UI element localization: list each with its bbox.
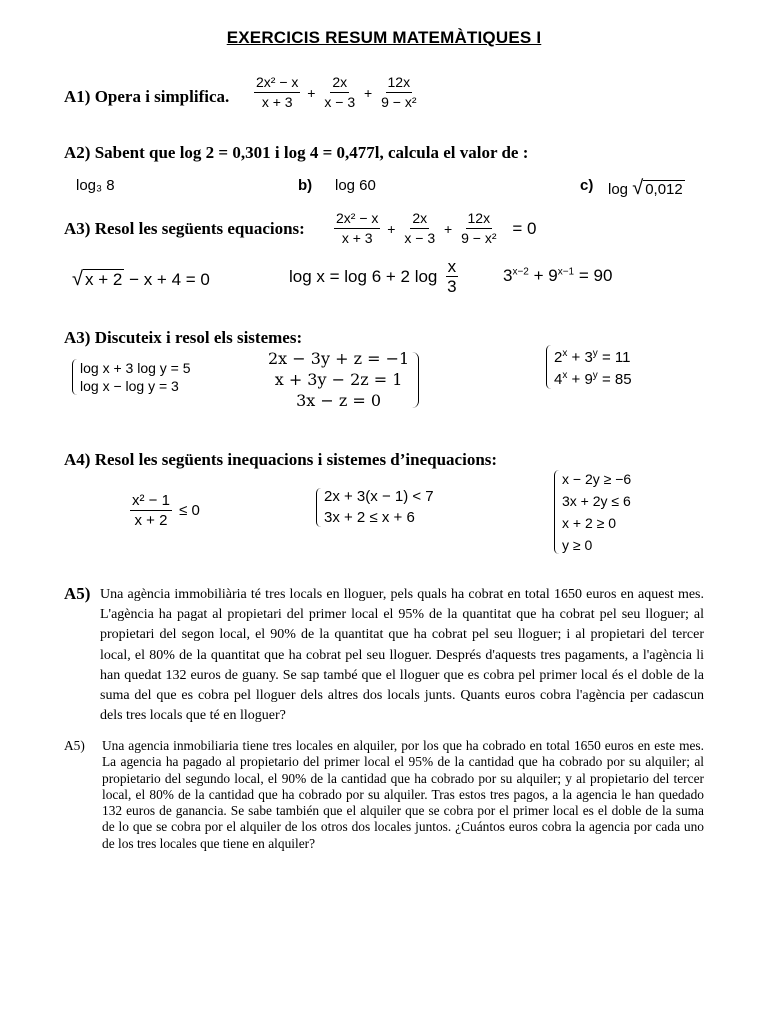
plus-sign: + — [387, 220, 396, 237]
a3-equations-label: A3) Resol les següents equacions: — [64, 219, 305, 238]
a2-item-a: log₃ 8 — [76, 177, 115, 194]
plus-sign: + — [444, 220, 453, 237]
a3-sqrt-equation — [72, 268, 210, 291]
a3-sys3-line2: $4^x + 9^y = 85$ — [554, 370, 632, 388]
a3-sys2-line: x + 3y − 2z = 1 — [274, 370, 403, 389]
a4-sys2-line: x − 2y ≥ −6 — [562, 471, 632, 487]
a3-rational-equation — [332, 210, 538, 247]
a4-sys2-line: y ≥ 0 — [562, 537, 593, 553]
a1-expression — [252, 74, 421, 111]
a3-eq2-num: x — [447, 257, 457, 276]
a3-eq2-left: log x = log 6 + 2 log — [289, 266, 438, 286]
a2-item-c-log: log — [608, 181, 629, 198]
a3-sys2-line: 2x − 3y + z = −1 — [268, 349, 410, 368]
a5-spanish-label: A5) — [64, 738, 85, 753]
a3-system-1 — [72, 359, 191, 395]
a3-system-2 — [268, 348, 419, 411]
a3-eq3-exp1: x−2 — [512, 266, 529, 278]
a3-systems-label: A3) Discuteix i resol els sistemes: — [64, 328, 303, 347]
a1-label: A1) Opera i simplifica. — [64, 87, 230, 106]
a4-ineq-den: x + 2 — [134, 512, 168, 529]
a2-item-b: log 60 — [335, 177, 376, 194]
a4-sys2-line: 3x + 2y ≤ 6 — [562, 493, 631, 509]
a3-sys3-line1: $2^x + 3^y = 11$ — [554, 348, 631, 366]
a3-eq1-rest: − x + 4 = 0 — [129, 270, 210, 289]
radical-sign: √ — [632, 177, 644, 199]
a3-exp-equation — [503, 266, 612, 286]
plus-sign: + — [307, 84, 316, 101]
right-brace — [412, 352, 419, 408]
a2-item-c-radicand: 0,012 — [645, 181, 683, 198]
a3-frac3-num: 12x — [466, 210, 493, 229]
a3-frac1-den: x + 3 — [341, 230, 373, 246]
a3-system-3 — [546, 345, 632, 389]
plus-sign: + — [364, 84, 373, 101]
a4-system-2 — [554, 470, 631, 554]
a3-frac2-num: 2x — [410, 210, 429, 229]
a4-sys1-line: 3x + 2 ≤ x + 6 — [324, 509, 415, 526]
a2-item-c-letter: c) — [580, 177, 594, 194]
left-brace — [554, 470, 559, 554]
a3-sys2-line: 3x − z = 0 — [296, 391, 382, 410]
a3-eq2-den: 3 — [447, 277, 457, 296]
a1-frac1-num: 2x² − x — [254, 74, 300, 93]
a3-eq3-rhs: = 90 — [578, 266, 613, 285]
a5-spanish-text: Una agencia inmobiliaria tiene tres locales en alquiler, por los que ha cobrado en total 1650 euros en este mes. La agencia ha pagado al propietario del primer local el 95% de la cantidad que ha cobrado por su alquiler; al propietario del segundo local, el 90% de la cantidad que ha cobrado por su alquiler; y al propietario del tercer local, el 80% de la cantidad que ha cobrado por su alquiler. Tras estos tres pagos, a la agencia le han quedado 132 euros de ganancia. Se sabe también que el alquiler que se cobra por el primer local es el doble de la suma de lo que se cobra por el alquiler de los otros dos locales juntos. ¿Cuántos euros cobra la agencia por cada uno de los tres locales que tiene en alquiler? — [102, 738, 704, 851]
left-brace — [546, 345, 551, 389]
a3-frac3-den: 9 − x² — [461, 230, 497, 246]
a2-label: A2) Sabent que log 2 = 0,301 i log 4 = 0,477l, calcula el valor de : — [64, 143, 529, 162]
radical-sign: √ — [72, 268, 83, 290]
a3-frac2-den: x − 3 — [404, 230, 436, 246]
a4-inequation — [128, 492, 201, 529]
left-brace — [316, 488, 321, 527]
a1-frac1-den: x + 3 — [261, 94, 293, 110]
a2-item-c — [608, 177, 685, 200]
a3-sys1-line: log x − log y = 3 — [80, 378, 179, 394]
a3-eq3-exp2: x−1 — [557, 266, 575, 278]
a3-rhs: = 0 — [512, 218, 537, 238]
a5-catalan-text: Una agència immobiliària té tres locals en lloguer, pels quals ha cobrat en total 1650 euros en aquest mes. L'agència ha pagat al propietari del primer local el 95% de la quantitat que ha cobrat pel seu lloguer; al propietari del segon local, el 90% de la quantitat que ha cobrat pel seu lloguer; i al propietari del tercer local, el 80% de la quantitat que ha cobrat pel seu lloguer. Després d'aquests tres pagaments, a l'agència li han quedat 132 euros de guany. Se sap també que el lloguer que es cobra pel primer local és el doble de la suma del que es cobra pel lloguer dels altres dos locals junts. Quants euros cobra l'agència per cadascun dels tres locals que té en lloguer? — [100, 587, 704, 724]
a4-sys1-line: 2x + 3(x − 1) < 7 — [324, 488, 434, 505]
a5-catalan-label: A5) — [64, 584, 91, 603]
a1-frac3-den: 9 − x² — [381, 94, 417, 110]
a3-sys1-line: log x + 3 log y = 5 — [80, 360, 191, 376]
page-title: EXERCICIS RESUM MATEMÀTIQUES I — [226, 28, 542, 47]
a3-eq3-plus: + 9 — [533, 266, 558, 285]
a2-item-b-letter: b) — [298, 177, 313, 194]
a1-frac2-den: x − 3 — [324, 94, 356, 110]
a3-eq3-base: 3 — [503, 266, 513, 285]
a4-sys2-line: x + 2 ≥ 0 — [562, 515, 616, 531]
a1-frac3-num: 12x — [386, 74, 413, 93]
a4-system-1 — [316, 488, 434, 527]
a4-label: A4) Resol les següents inequacions i sistemes d’inequacions: — [64, 450, 498, 469]
a3-frac1-num: 2x² − x — [334, 210, 380, 229]
a1-frac2-num: 2x — [330, 74, 349, 93]
a3-eq1-radicand: x + 2 — [84, 270, 123, 289]
a4-ineq-num: x² − 1 — [132, 492, 170, 509]
left-brace — [72, 359, 77, 395]
a3-log-equation — [288, 258, 461, 295]
a4-ineq-rhs: ≤ 0 — [179, 502, 200, 519]
